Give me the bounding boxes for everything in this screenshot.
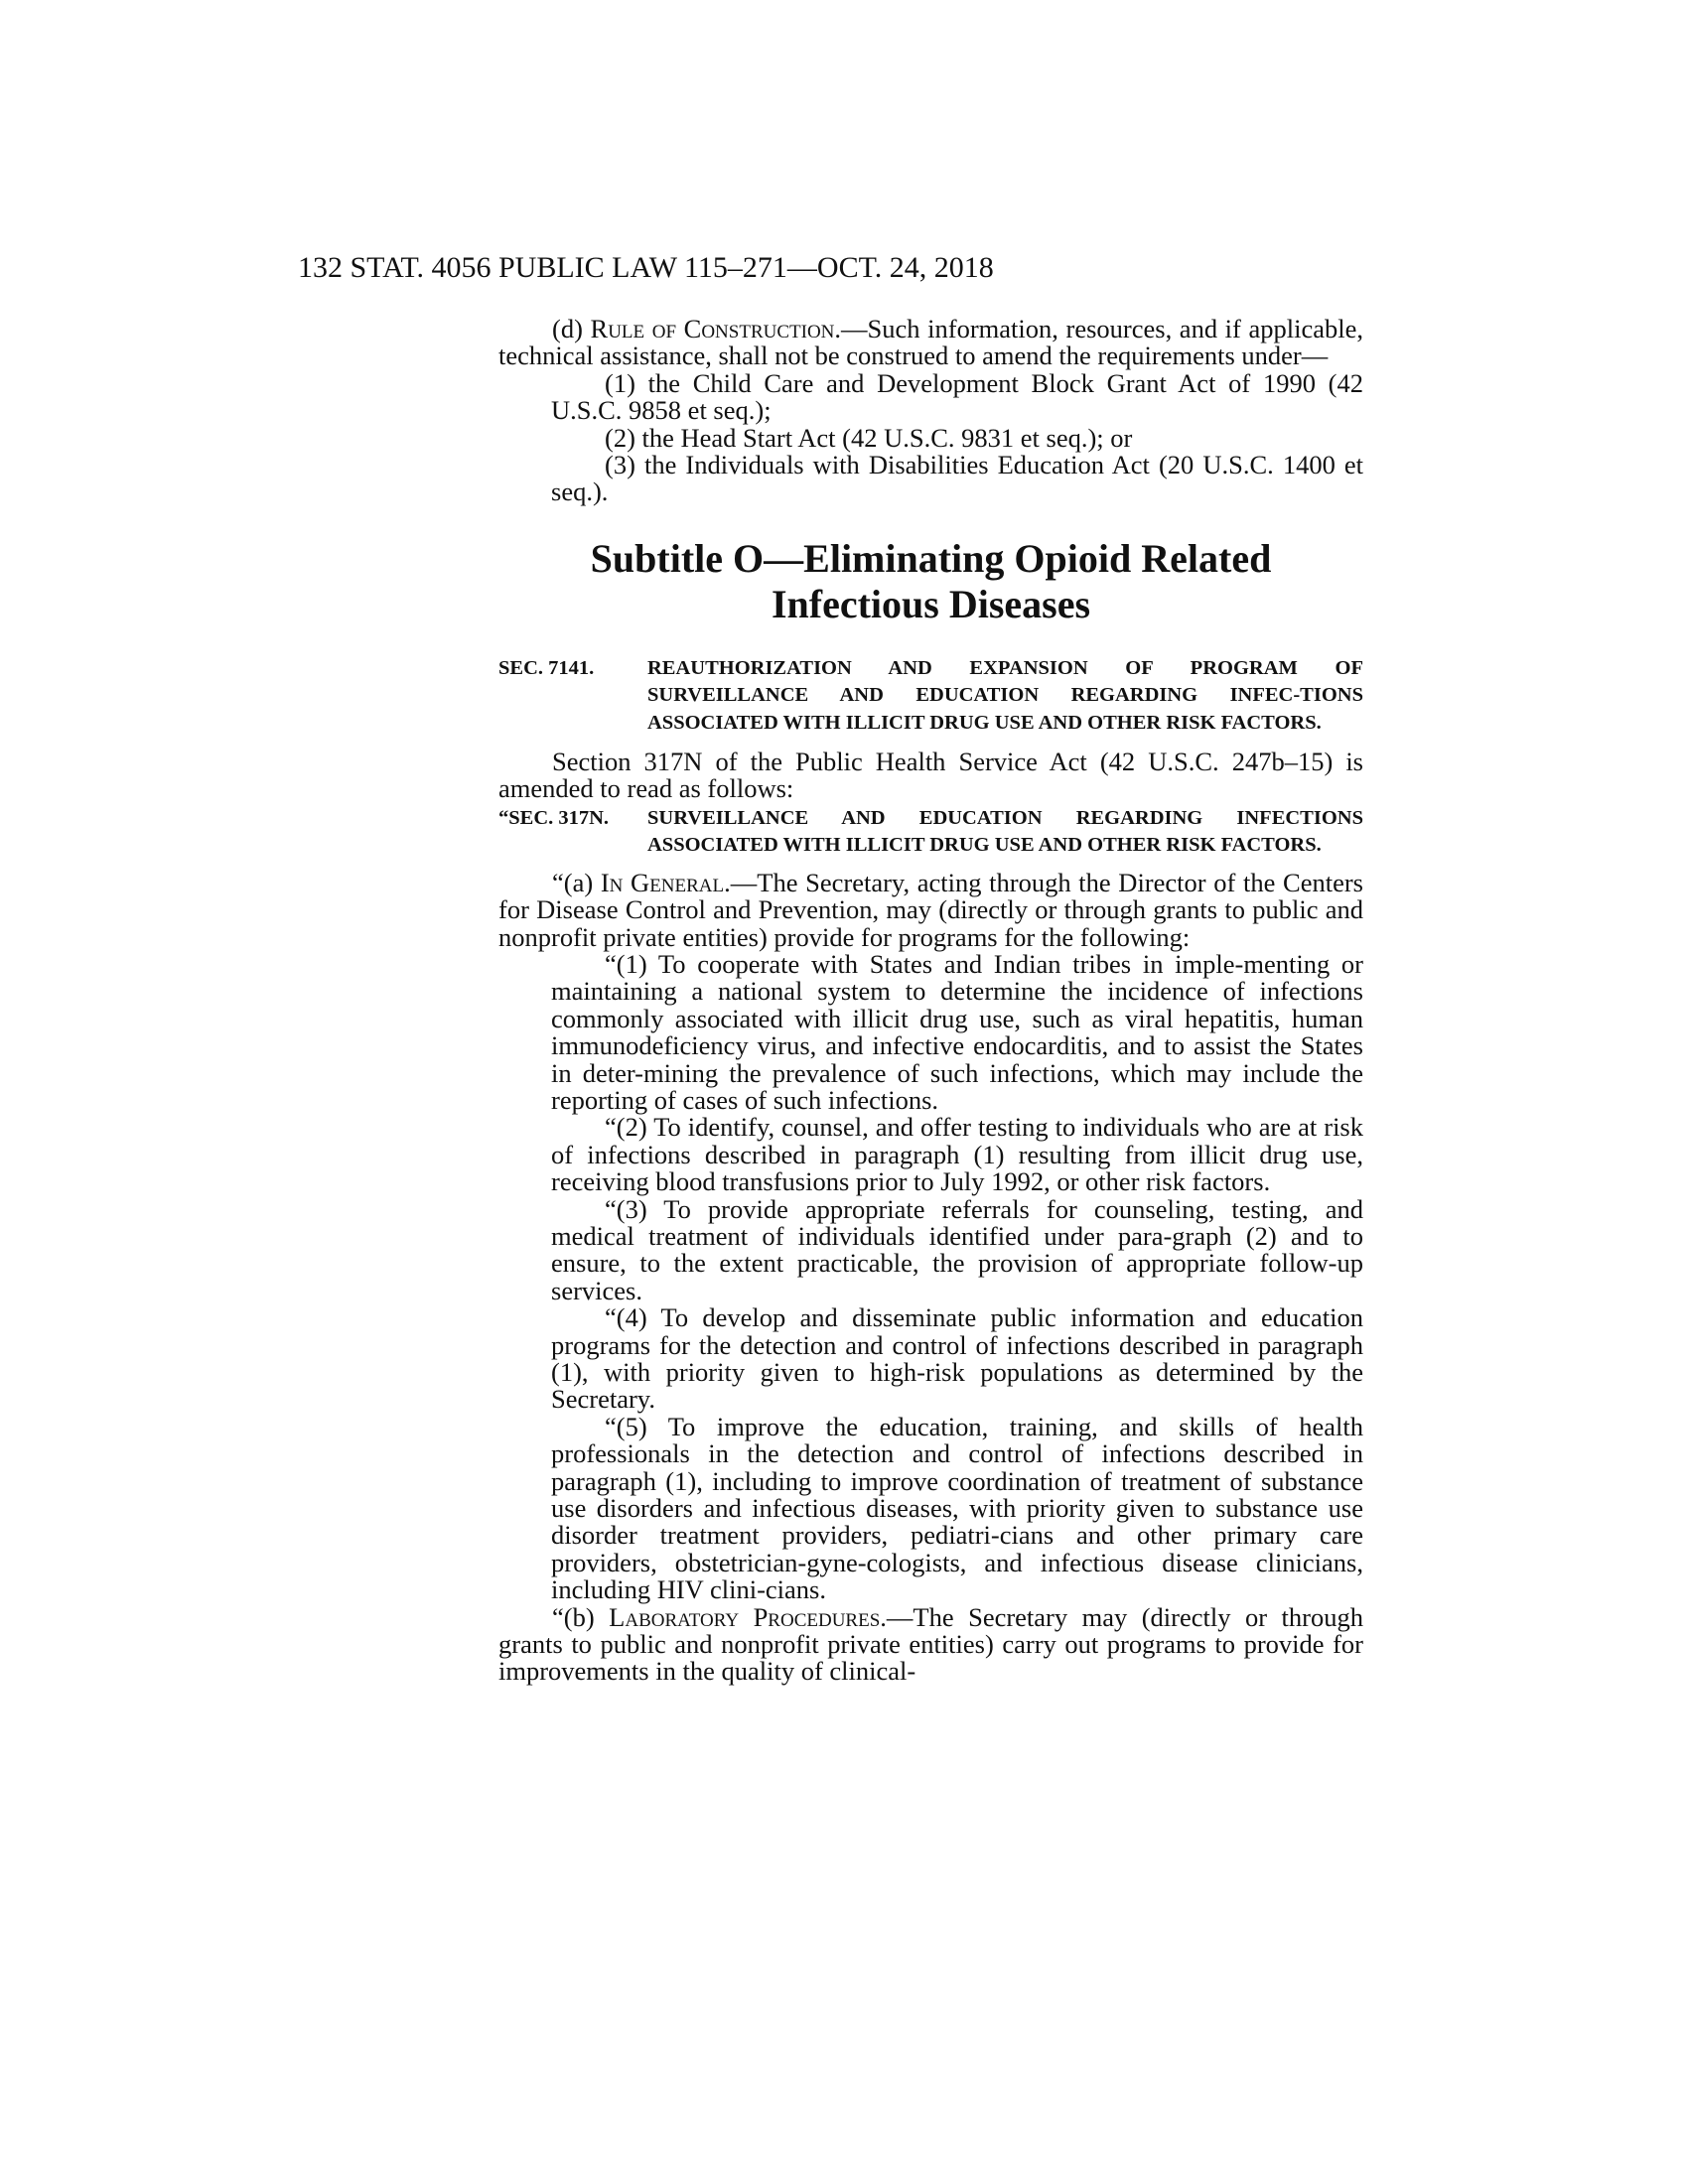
stat-citation: 132 STAT. 4056 (298, 251, 492, 284)
section-317n-heading (498, 805, 1363, 860)
subsection-d-item: (1) the Child Care and Development Block Grant Act of 1990 (42 U.S.C. 9858 et seq.); (551, 367, 1363, 426)
section-7141-title: REAUTHORIZATION AND EXPANSION OF PROGRAM OF SURVEILLANCE AND EDUCATION REGARDING INFEC-TIONS ASSOCIATED WITH ILLICIT DRUG USE AND OTHER RISK FACTORS. (647, 656, 1363, 734)
subtitle-heading (498, 536, 1363, 627)
subsection-d-label: Rule of Construction (590, 314, 835, 343)
section-7141-intro: Section 317N of the Public Health Service Act (42 U.S.C. 247b–15) is amended to read as follows: (498, 747, 1363, 804)
section-317n-title: SURVEILLANCE AND EDUCATION REGARDING INFECTIONS ASSOCIATED WITH ILLICIT DRUG USE AND OTHER RISK FACTORS. (647, 806, 1363, 857)
subsection-a-paragraph: “(2) To identify, counsel, and offer testing to individuals who are at risk of infections described in paragraph (1) resulting from illicit drug use, receiving blood transfusions prior to July 1992, or other risk factors. (551, 1112, 1363, 1197)
document-body (498, 316, 1363, 1686)
section-317n-number: “SEC. 317N. (498, 806, 610, 829)
subsection-d-item: (2) the Head Start Act (42 U.S.C. 9831 et seq.); or (605, 422, 1133, 453)
subsection-b-prefix: “(b) (552, 1601, 610, 1632)
subsection-a-label: In General (600, 867, 725, 897)
subsection-d-text: .—Such information, resources, and if applicable, technical assistance, shall not be construed to amend the requirements under— (498, 314, 1363, 371)
subsection-d-prefix: (d) (552, 314, 591, 343)
subsection-a (498, 867, 1363, 952)
subsection-a-text: .—The Secretary, acting through the Director of the Centers for Disease Control and Prevention, may (directly or through grants to public and nonprofit private entities) provide for programs for the following: (498, 867, 1363, 952)
subsection-a-paragraph: “(1) To cooperate with States and Indian tribes in imple-menting or maintaining a national system to determine the incidence of infections commonly associated with illicit drug use, such as viral hepatitis, human immunodeficiency virus, and infective endocarditis, and to assist the States in deter-mining the prevalence of such infections, which may include the reporting of cases of such infections. (551, 948, 1363, 1115)
section-7141-number: SEC. 7141. (498, 656, 595, 679)
subsection-a-paragraph: “(3) To provide appropriate referrals for counseling, testing, and medical treatment of individuals identified under para-graph (2) and to ensure, to the extent practicable, the provision of appropriate follow-up services. (551, 1193, 1363, 1305)
subsection-a-paragraph: “(4) To develop and disseminate public information and education programs for the detection and control of infections described in paragraph (1), with priority given to high-risk populations as determined by the Secretary. (551, 1302, 1363, 1415)
subsection-b (498, 1601, 1363, 1687)
subtitle-line-1: Subtitle O—Eliminating Opioid Related (590, 535, 1272, 581)
running-head (298, 248, 1390, 288)
subsection-b-label: Laboratory Procedures (609, 1601, 881, 1632)
section-7141-heading (498, 655, 1363, 737)
subsection-a-prefix: “(a) (552, 867, 601, 897)
subsection-a-paragraph: “(5) To improve the education, training, and skills of health professionals in the detection and control of infections described in paragraph (1), including to improve coordination of treatment of substance use disorders and infectious diseases, with priority given to substance use disorder treatment providers, pediatri-cians and other primary care providers, obstetrician-gyne-cologists, and infectious disease clinicians, including HIV clini-cians. (551, 1411, 1363, 1605)
subsection-d (498, 316, 1363, 370)
subtitle-line-2: Infectious Diseases (771, 581, 1091, 626)
law-citation: PUBLIC LAW 115–271—OCT. 24, 2018 (498, 251, 994, 284)
subsection-b-text: .—The Secretary may (directly or through grants to public and nonprofit private entities) carry out programs to provide for improvements in the quality of clinical- (498, 1601, 1363, 1687)
subsection-d-item: (3) the Individuals with Disabilities Education Act (20 U.S.C. 1400 et seq.). (551, 450, 1363, 507)
